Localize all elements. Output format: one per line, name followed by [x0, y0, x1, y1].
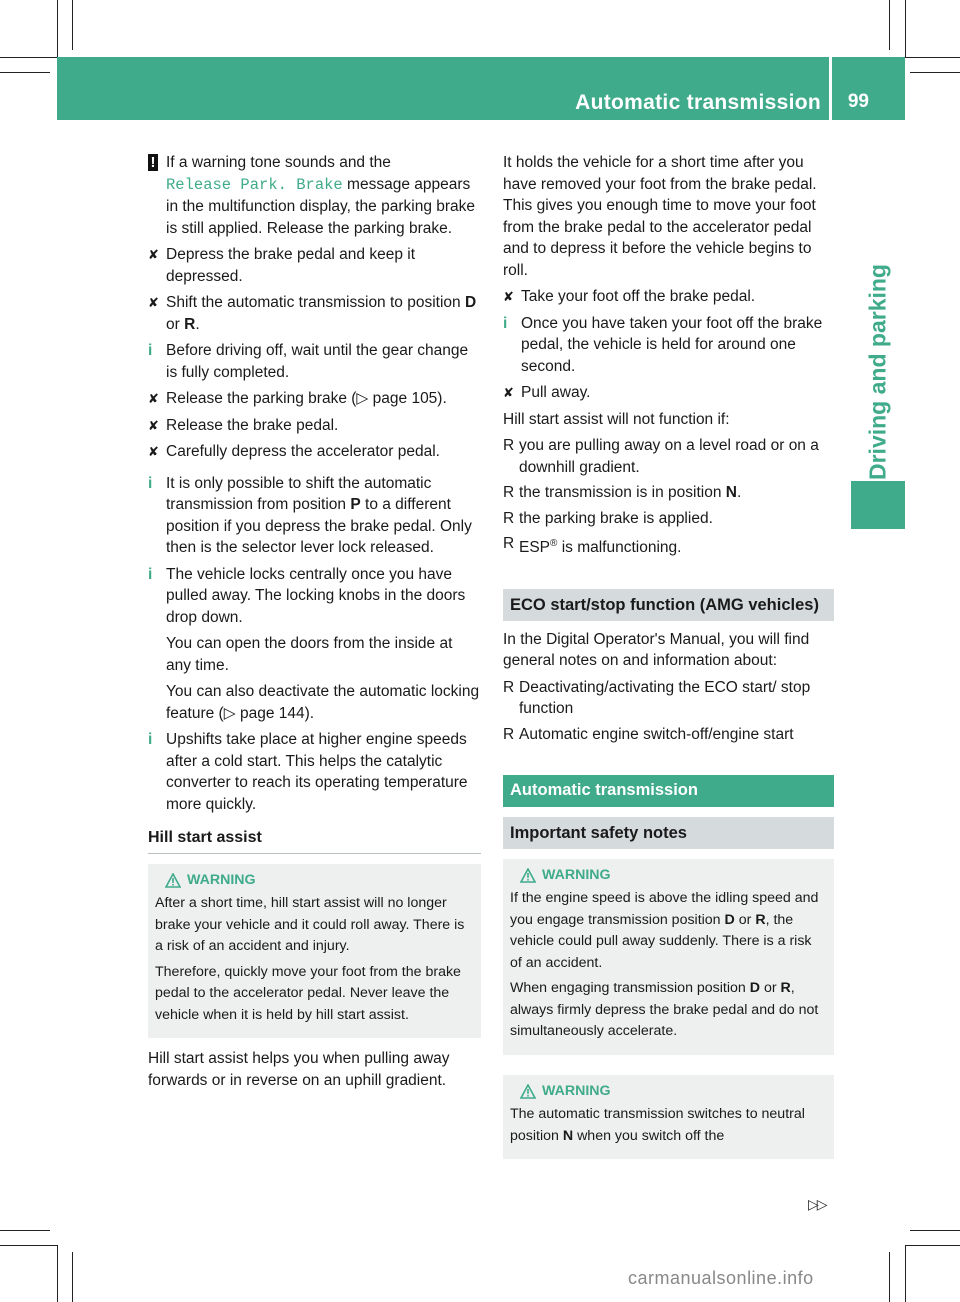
info-note: i Upshifts take place at higher engine speeds after a cold start. This helps the catalytic converter to reach its operating temperature more quickly. [148, 731, 468, 813]
step: ✘ Depress the brake pedal and keep it depressed. [148, 246, 416, 285]
warning-title: WARNING [510, 865, 827, 887]
info-note: i The vehicle locks centrally once you have pulled away. The locking knobs in the doors drop down. You can open the doors from the inside at any time. You can also deactivate the automatic locking feature (▷ page 144). [148, 565, 480, 722]
section-heading: Hill start assist [148, 827, 481, 854]
arrow-right-icon: ✘ [503, 385, 514, 400]
crop-mark [905, 0, 906, 57]
info-icon: i [148, 474, 153, 492]
bullet: R [503, 725, 515, 743]
page-header [57, 57, 905, 120]
step: ✘ Shift the automatic transmission to position D or R. [148, 294, 477, 333]
bullet-item: R Deactivating/activating the ECO start/ stop function [503, 678, 811, 718]
bullet-item: R ESP® is malfunctioning. [503, 535, 682, 557]
crop-mark [910, 72, 960, 73]
warning-triangle-icon [520, 1084, 536, 1099]
bullet: R [503, 437, 515, 454]
crop-mark [0, 57, 57, 58]
info-icon: i [148, 565, 153, 583]
arrow-right-icon: ✘ [148, 247, 159, 262]
chapter-heading: Automatic transmission [503, 775, 834, 807]
exclamation-icon: ! [148, 154, 158, 171]
page-ref-icon: ▷ [223, 704, 236, 722]
step: ✘ Take your foot off the brake pedal. [503, 286, 834, 308]
section-heading: Important safety notes [503, 817, 834, 849]
bullet-item: R Automatic engine switch-off/engine start [503, 724, 834, 746]
step: ✘ Pull away. [503, 382, 834, 404]
paragraph: In the Digital Operator's Manual, you will find general notes on and information about: [503, 630, 810, 670]
right-column [503, 152, 834, 1169]
crop-mark [0, 72, 50, 73]
warning-box: WARNING After a short time, hill start assist will no longer brake your vehicle and it could roll away. There is a risk of an accident and injury. Therefore, quickly move your foot from the brake pedal to the accelerator pedal. Never leave the vehicle when it is held by hill start assist. [148, 864, 481, 1039]
bullet: R [503, 535, 515, 552]
watermark: carmanualsonline.info [628, 1268, 814, 1288]
left-column [148, 152, 481, 1096]
arrow-right-icon: ✘ [148, 417, 159, 433]
step: ✘ Carefully depress the accelerator pedal. [148, 441, 481, 463]
warning-note: ! If a warning tone sounds and the Release Park. Brake message appears in the multifunction display, the parking brake is still applied. Release the parking brake. [148, 152, 481, 239]
step: ✘ Release the brake pedal. [148, 415, 481, 437]
info-note: i Once you have taken your foot off the brake pedal, the vehicle is held for around one second. [503, 314, 823, 375]
warning-triangle-icon [520, 868, 536, 883]
warning-triangle-icon [165, 873, 181, 888]
paragraph: Hill start assist helps you when pulling away forwards or in reverse on an uphill gradient. [148, 1050, 450, 1089]
header-divider [829, 57, 832, 120]
crop-mark [0, 1230, 50, 1231]
bullet-item: R the transmission is in position N. [503, 482, 834, 504]
crop-mark [905, 1245, 960, 1246]
info-note: i Before driving off, wait until the gear change is fully completed. [148, 342, 469, 381]
bullet: R [503, 509, 515, 527]
crop-mark [57, 1245, 58, 1302]
crop-mark [905, 57, 960, 58]
crop-mark [910, 1230, 960, 1231]
warning-box: WARNING If the engine speed is above the idling speed and you engage transmission position D or R, the vehicle could pull away suddenly. There is a risk of an accident. When engaging transmission position D or R, always firmly depress the brake pedal and do not simultaneously accelerate. [503, 859, 834, 1055]
side-tab [851, 120, 905, 480]
continue-icon: ▷▷ [808, 1196, 826, 1212]
page-link[interactable]: page 144). [239, 704, 315, 722]
arrow-right-icon: ✘ [148, 391, 159, 406]
header-title: Automatic transmission [575, 91, 821, 114]
bullet-item: R the parking brake is applied. [503, 508, 834, 530]
bullet-item: R you are pulling away on a level road or on a downhill gradient. [503, 437, 819, 476]
crop-mark [72, 1252, 73, 1302]
arrow-right-icon: ✘ [503, 289, 514, 304]
step: ✘ Release the parking brake (▷ page 105). [148, 388, 481, 410]
info-note: i It is only possible to shift the automatic transmission from position P to a different position if you depress the brake pedal. Only then is the selector lever lock released. [148, 474, 472, 556]
crop-mark [889, 1252, 890, 1302]
page-number: 99 [847, 91, 869, 112]
bullet: R [503, 678, 515, 696]
warning-title: WARNING [510, 1081, 827, 1103]
warning-title: WARNING [155, 870, 474, 892]
paragraph: It holds the vehicle for a short time after you have removed your foot from the brake pedal. This gives you enough time to move your foot from the brake pedal to the accelerator pedal and to depress it before the vehicle begins to roll. [503, 154, 817, 279]
crop-mark [0, 1245, 57, 1246]
crop-mark [889, 0, 890, 50]
paragraph: Hill start assist will not function if: [503, 410, 730, 428]
info-icon: i [503, 314, 508, 332]
info-icon: i [148, 731, 153, 748]
crop-mark [905, 1245, 906, 1302]
warning-box: WARNING The automatic transmission switches to neutral position N when you switch off the [503, 1075, 834, 1160]
display-message: Release Park. Brake [166, 175, 343, 194]
side-tab-marker [851, 481, 905, 529]
section-heading: ECO start/stop function (AMG vehicles) [503, 589, 834, 621]
crop-mark [57, 0, 58, 57]
page-link[interactable]: page 105). [372, 390, 447, 407]
arrow-right-icon: ✘ [148, 444, 159, 459]
arrow-right-icon: ✘ [148, 295, 159, 310]
info-icon: i [148, 342, 153, 359]
bullet: R [503, 484, 515, 501]
side-tab-label: Driving and parking [864, 264, 891, 480]
crop-mark [72, 0, 73, 50]
page-ref-icon: ▷ [356, 390, 369, 407]
